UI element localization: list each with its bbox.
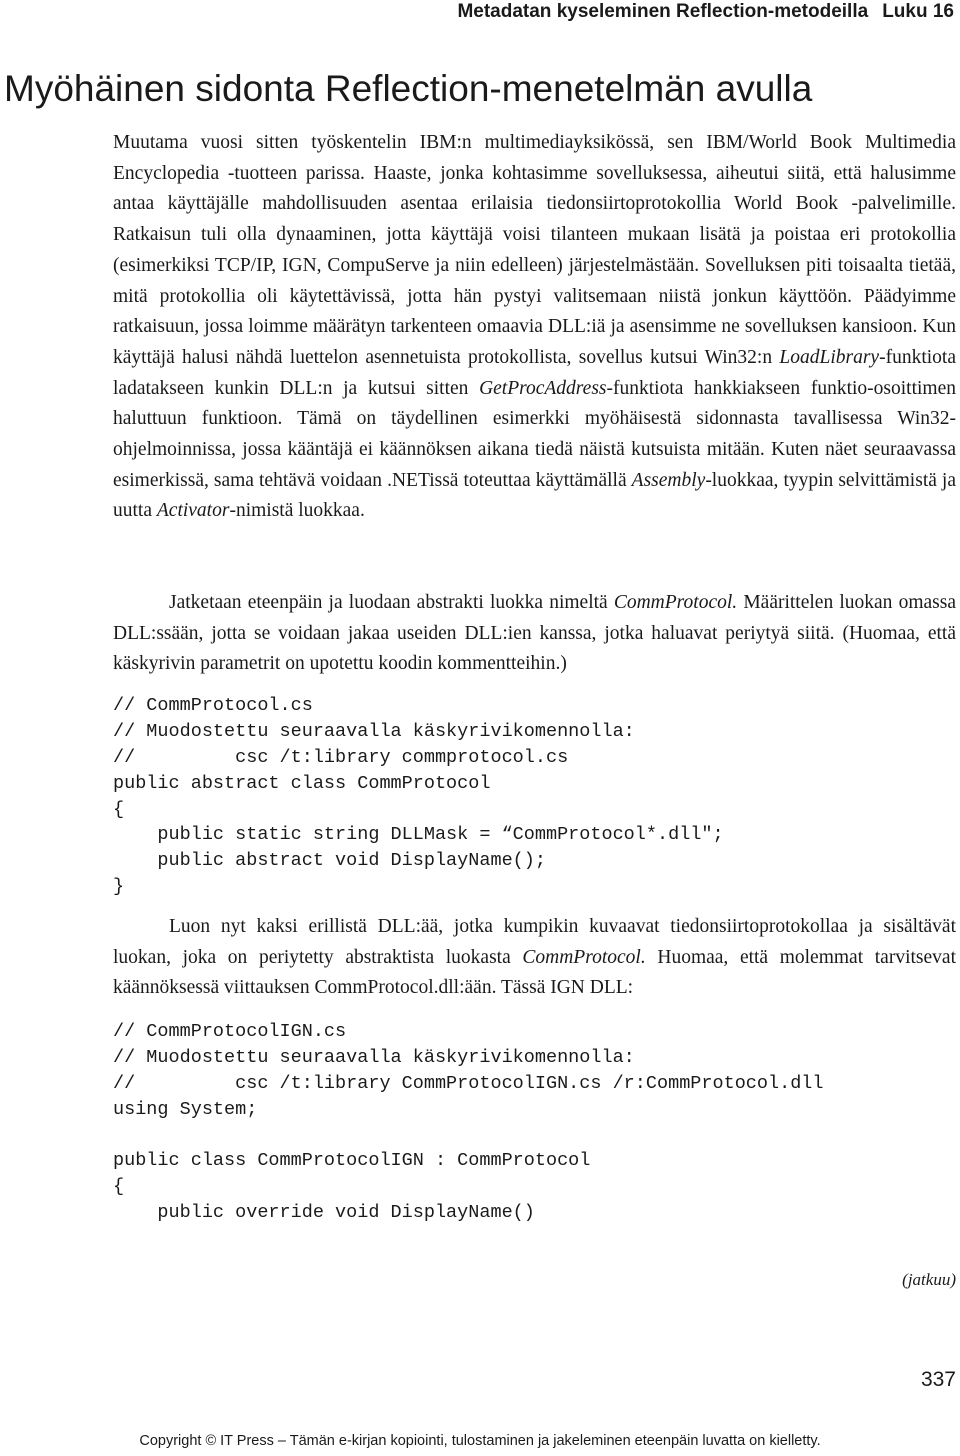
code-line: public static string DLLMask = “CommProtocol*.dll";	[113, 824, 724, 846]
code-line: // csc /t:library commprotocol.cs	[113, 746, 569, 768]
paragraph-intro-text-5: -nimistä luokkaa.	[229, 500, 365, 522]
paragraph-intro-text-3: -funktiota hankkiakseen funktio-osoittimen haluttuun funktioon. Tämä on täydellinen esimerkki myöhäisestä sidonnasta tavallisessa Win32-ohjelmoinnissa, jossa kääntäjä ei käännöksen aikana tiedä näistä kutsuista mitään. Kuten näet seuraavassa esimerkissä, sama tehtävä voidaan .NETissä toteuttaa käyttämällä	[113, 377, 956, 491]
continued-note: (jatkuu)	[902, 1270, 956, 1289]
code-line: // csc /t:library CommProtocolIGN.cs /r:CommProtocol.dll	[113, 1072, 824, 1094]
paragraph-intro-em-assembly: Assembly	[631, 469, 706, 491]
running-header	[457, 0, 954, 24]
paragraph-intro	[113, 128, 956, 527]
paragraph-abstract-class	[113, 588, 956, 680]
running-header-chapter: Luku 16	[882, 1, 954, 22]
copyright-footer: Copyright © IT Press – Tämän e-kirjan kopiointi, tulostaminen ja jakeleminen eteenpäin luvatta on kielletty.	[139, 1433, 821, 1449]
code-line	[113, 1123, 824, 1149]
paragraph-intro-em-getprocaddress: GetProcAddress	[479, 377, 607, 399]
paragraph-intro-text-4: -luokkaa, tyypin selvittämistä ja uutta	[113, 469, 956, 522]
paragraph-intro-text-1: Muutama vuosi sitten työskentelin IBM:n multimediayksikössä, sen IBM/World Book Multimedia Encyclopedia -tuotteen parissa. Haaste, jonka kohtasimme sovelluksessa, aiheutui siitä, että halusimme antaa käyttäjälle mahdollisuuden asentaa erilaisia tiedonsiirtoprotokollia World Book -palvelimille. Ratkaisun tuli olla dynaaminen, jotta käyttäjä voisi tilanteen mukaan lisätä ja poistaa eri protokollia (esimerkiksi TCP/IP, IGN, CompuServe ja niin edelleen) järjestelmästään. Sovelluksen piti toisaalta tietää, mitä protokollia oli käytettävissä, jotta hän pystyi valitsemaan niistä jonkun käyttöön. Päädyimme ratkaisuun, jossa loimme määrätyn tarkenteen omaavia DLL:iä ja asensimme ne sovelluksen kansioon. Kun käyttäjä halusi nähdä luettelon asennetuista protokollista, sovellus kutsui Win32:n	[113, 132, 956, 368]
code-line: public abstract class CommProtocol	[113, 772, 491, 794]
code-line: // CommProtocolIGN.cs	[113, 1021, 347, 1042]
paragraph-two-dlls-em: CommProtocol.	[522, 946, 646, 968]
paragraph-two-dlls-text-1: Luon nyt kaksi erillistä DLL:ää, jotka kumpikin kuvaavat tiedonsiirtoprotokollaa ja sisältävät luokan, joka on periytetty abstraktista luokasta	[113, 916, 956, 968]
code-line: public override void DisplayName()	[113, 1202, 535, 1224]
code-line: {	[113, 1176, 125, 1198]
paragraph-two-dlls-text-2: Huomaa, että molemmat tarvitsevat käännöksessä viittauksen CommProtocol.dll:ään. Tässä IGN DLL:	[113, 946, 956, 999]
paragraph-intro-em-loadlibrary: LoadLibrary	[779, 346, 880, 368]
code-listing-commprotocolign	[113, 1019, 824, 1226]
code-line: // CommProtocol.cs	[113, 695, 313, 716]
section-heading: Myöhäinen sidonta Reflection-menetelmän avulla	[4, 68, 813, 109]
paragraph-two-dlls	[113, 912, 956, 1004]
paragraph-intro-text-2: -funktiota ladatakseen kunkin DLL:n ja kutsui sitten	[113, 346, 956, 399]
code-listing-commprotocol	[113, 693, 724, 900]
code-line: // Muodostettu seuraavalla käskyrivikomennolla:	[113, 720, 635, 742]
paragraph-intro-em-activator: Activator	[156, 500, 230, 522]
running-header-section: Metadatan kyseleminen Reflection-metodeilla	[457, 1, 869, 22]
code-line: using System;	[113, 1098, 258, 1120]
code-line: public class CommProtocolIGN : CommProtocol	[113, 1150, 591, 1172]
code-line: {	[113, 798, 125, 820]
code-line: public abstract void DisplayName();	[113, 850, 546, 872]
paragraph-abstract-class-em: CommProtocol.	[613, 592, 738, 613]
page-number: 337	[920, 1368, 956, 1391]
code-line: // Muodostettu seuraavalla käskyrivikomennolla:	[113, 1046, 635, 1068]
code-line: }	[113, 876, 125, 898]
paragraph-abstract-class-text-1: Jatketaan eteenpäin ja luodaan abstrakti luokka nimeltä	[169, 592, 614, 613]
paragraph-abstract-class-text-2: Määrittelen luokan omassa DLL:ssään, jotta se voidaan jakaa useiden DLL:ien kanssa, jotka haluavat periytyä siitä. (Huomaa, että käskyrivin parametrit on upotettu koodin kommentteihin.)	[113, 592, 956, 675]
